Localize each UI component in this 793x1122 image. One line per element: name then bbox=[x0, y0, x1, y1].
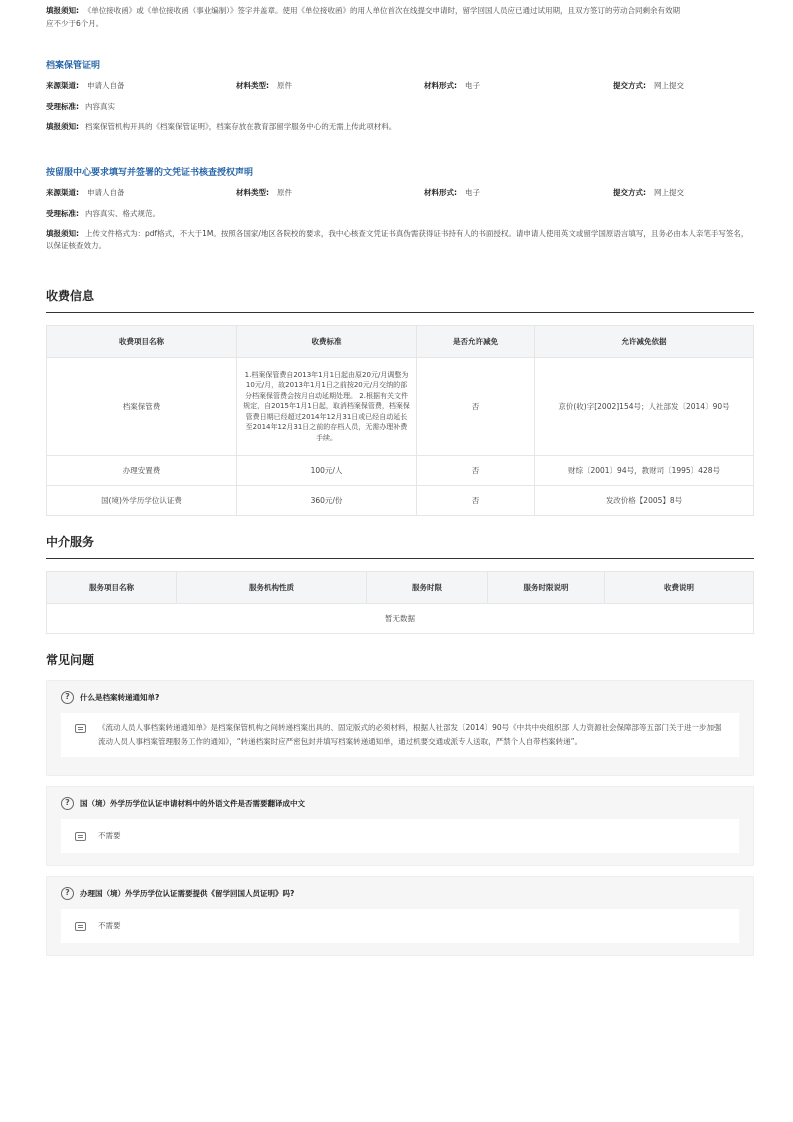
table-cell: 档案保管费 bbox=[47, 358, 237, 456]
section-title-fees: 收费信息 bbox=[46, 287, 754, 313]
table-cell: 100元/人 bbox=[237, 456, 417, 486]
material-title[interactable]: 按留服中心要求填写并签署的文凭证书核查授权声明 bbox=[46, 168, 254, 178]
table-cell: 国(境)外学历学位认证费 bbox=[47, 486, 237, 516]
type-value: 原件 bbox=[277, 80, 292, 90]
table-cell: 财综〔2001〕94号，教财司〔1995〕428号 bbox=[535, 456, 754, 486]
col-header: 服务时限 bbox=[367, 572, 488, 604]
table-row bbox=[47, 358, 754, 456]
table-row bbox=[47, 456, 754, 486]
faq-question[interactable] bbox=[61, 795, 739, 811]
type-value: 原件 bbox=[277, 187, 292, 197]
fee-section bbox=[46, 287, 754, 516]
notice-value: 上传文件格式为：pdf格式，不大于1M。按照各国家/地区各院校的要求，我中心核查文凭证书真伪需获得证书持有人的书面授权。请申请人使用英文或留学国原语言填写，且务必由本人亲笔手写签名，以保证核查效力。 bbox=[46, 229, 749, 250]
material-meta bbox=[46, 184, 754, 200]
table-cell: 办理安置费 bbox=[47, 456, 237, 486]
source-label: 来源渠道: bbox=[46, 187, 79, 197]
submit-value: 网上提交 bbox=[654, 187, 684, 197]
notice-value: 档案保管机构开具的《档案保管证明》，档案存放在教育部留学服务中心的无需上传此项材料。 bbox=[85, 122, 397, 131]
table-row bbox=[47, 604, 754, 634]
section-title-faq: 常见问题 bbox=[46, 653, 95, 667]
notice-label: 填报须知: bbox=[46, 122, 79, 131]
material-notice bbox=[46, 121, 754, 133]
table-cell: 否 bbox=[417, 358, 535, 456]
material-standard bbox=[46, 208, 754, 220]
submit-label: 提交方式: bbox=[613, 187, 646, 197]
faq-item bbox=[46, 786, 754, 866]
table-header-row bbox=[47, 572, 754, 604]
col-header: 服务机构性质 bbox=[177, 572, 367, 604]
faq-question-text: 国（境）外学历学位认证申请材料中的外语文件是否需要翻译成中文 bbox=[80, 798, 305, 808]
standard-label: 受理标准: bbox=[46, 209, 79, 218]
section-title-agency: 中介服务 bbox=[46, 533, 754, 559]
notice-text: 《单位接收函》或《单位接收函（事业编制）》签字并盖章。使用《单位接收函》的用人单位首次在线提交申请时，留学回国人员应已通过试用期，且双方签订的劳动合同剩余有效期 bbox=[83, 6, 681, 15]
faq-question[interactable] bbox=[61, 689, 739, 705]
standard-value: 内容真实、格式规范。 bbox=[85, 209, 160, 218]
standard-value: 内容真实 bbox=[85, 102, 115, 111]
source-value: 申请人自备 bbox=[87, 80, 125, 90]
material-notice bbox=[46, 228, 754, 252]
notice-label: 填报须知: bbox=[46, 6, 79, 15]
faq-question-text: 办理国（境）外学历学位认证需要提供《留学回国人员证明》吗? bbox=[80, 888, 295, 898]
table-cell: 京价(收)字[2002]154号；人社部发〔2014〕90号 bbox=[535, 358, 754, 456]
form-value: 电子 bbox=[465, 187, 480, 197]
material-block bbox=[46, 152, 754, 252]
faq-answer bbox=[61, 713, 739, 757]
col-header: 允许减免依据 bbox=[535, 326, 754, 358]
faq-answer bbox=[61, 909, 739, 943]
material-block bbox=[46, 44, 754, 133]
source-label: 来源渠道: bbox=[46, 80, 79, 90]
notice-label: 填报须知: bbox=[46, 229, 79, 238]
faq-question-text: 什么是档案转递通知单? bbox=[80, 692, 160, 702]
fee-table bbox=[46, 325, 754, 516]
message-icon bbox=[75, 832, 86, 841]
col-header: 是否允许减免 bbox=[417, 326, 535, 358]
faq-answer-text: 不需要 bbox=[98, 831, 121, 840]
table-cell: 1.档案保管费自2013年1月1日起由原20元/月调整为10元/月，故2013年1月1日之前按20元/月交纳的部分档案保管费会按月自动延期处理。 2.根据有关文件规定，自2015年1月1日起，取消档案保管费，档案保管费日期已经超过2014年12月31日或已经自动延长至2014年12月31日之前的存档人员，无需办理补费手续。 bbox=[237, 358, 417, 456]
faq-item bbox=[46, 876, 754, 956]
notice-text-cont: 应不少于6个月。 bbox=[46, 19, 104, 28]
col-header: 服务时限说明 bbox=[488, 572, 605, 604]
form-value: 电子 bbox=[465, 80, 480, 90]
top-notice bbox=[46, 4, 754, 30]
faq-question[interactable] bbox=[61, 885, 739, 901]
table-cell: 否 bbox=[417, 456, 535, 486]
material-meta bbox=[46, 77, 754, 93]
question-circle-icon: ? bbox=[61, 691, 74, 704]
message-icon bbox=[75, 724, 86, 733]
standard-label: 受理标准: bbox=[46, 102, 79, 111]
col-header: 收费标准 bbox=[237, 326, 417, 358]
table-row bbox=[47, 486, 754, 516]
faq-answer-text: 不需要 bbox=[98, 921, 121, 930]
type-label: 材料类型: bbox=[236, 80, 269, 90]
form-label: 材料形式: bbox=[424, 187, 457, 197]
faq-answer bbox=[61, 819, 739, 853]
material-standard bbox=[46, 101, 754, 113]
message-icon bbox=[75, 922, 86, 931]
col-header: 收费说明 bbox=[605, 572, 754, 604]
col-header: 服务项目名称 bbox=[47, 572, 177, 604]
table-cell: 否 bbox=[417, 486, 535, 516]
submit-label: 提交方式: bbox=[613, 80, 646, 90]
faq-answer-text: 《流动人员人事档案转递通知单》是档案保管机构之间转递档案出具的、固定版式的必须材料，根据人社部发〔2014〕90号《中共中央组织部 人力资源社会保障部等五部门关于进一步加强流动人员人事档案管理服务工作的通知》，“转递档案时应严密包封并填写档案转递通知单，通过机要交通或派专人送取，严禁个人自带档案转递”。 bbox=[98, 723, 722, 746]
faq-section bbox=[46, 651, 754, 966]
faq-item bbox=[46, 680, 754, 776]
question-circle-icon: ? bbox=[61, 797, 74, 810]
question-circle-icon: ? bbox=[61, 887, 74, 900]
table-cell: 发改价格【2005】8号 bbox=[535, 486, 754, 516]
table-header-row bbox=[47, 326, 754, 358]
source-value: 申请人自备 bbox=[87, 187, 125, 197]
type-label: 材料类型: bbox=[236, 187, 269, 197]
agency-table bbox=[46, 571, 754, 634]
submit-value: 网上提交 bbox=[654, 80, 684, 90]
empty-message: 暂无数据 bbox=[47, 604, 754, 634]
material-title[interactable]: 档案保管证明 bbox=[46, 61, 101, 71]
agency-section bbox=[46, 533, 754, 634]
table-cell: 360元/份 bbox=[237, 486, 417, 516]
form-label: 材料形式: bbox=[424, 80, 457, 90]
col-header: 收费项目名称 bbox=[47, 326, 237, 358]
